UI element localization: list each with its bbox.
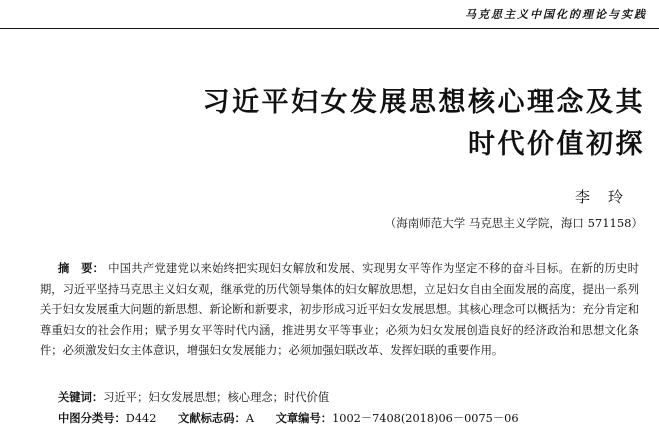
abstract-label: 摘 要： (58, 262, 105, 275)
abstract-text: 中国共产党建党以来始终把实现妇女解放和发展、实现男女平等作为坚定不移的奋斗目标。在新的历史时期，习近平坚持马克思主义妇女观，继承党的历代领导集体的妇女解放思想，立足妇女自由全面发展的高度，提出一系列关于妇女发展重大问题的新思想、新论断和新要求，初步形成习近平妇女发展思想。其核心理念可以概括为：充分肯定和尊重妇女的社会作用；赋予男女平等时代内涵，推进男女平等事业；必须为妇女发展创造良好的经济政治和思想文化条件；必须激发妇女主体意识，增强妇女发展能力；必须加强妇联改革、发挥妇联的重要作用。 (40, 262, 639, 357)
article-number-value: 1002－7408(2018)06－0075－06 (332, 412, 519, 425)
keywords-text: 习近平；妇女发展思想；核心理念；时代价值 (103, 391, 330, 404)
header-rule (0, 28, 659, 29)
clc-number (58, 412, 156, 425)
title-line-2: 时代价值初探 (468, 129, 645, 160)
author-affiliation: （海南师范大学 马克思主义学院，海口 571158） (384, 216, 643, 230)
clc-value: D442 (125, 412, 157, 425)
document-code-label: 文献标志码： (178, 412, 246, 425)
document-code-value: A (245, 412, 254, 425)
classification-line (58, 410, 537, 426)
article-title (203, 82, 646, 166)
author-name: 李玲 (574, 188, 641, 206)
document-code (178, 412, 254, 425)
keywords (58, 389, 329, 405)
title-line-1: 习近平妇女发展思想核心理念及其 (202, 87, 645, 118)
running-head: 马克思主义中国化的理论与实践 (465, 8, 647, 21)
clc-label: 中图分类号： (58, 412, 126, 425)
keywords-label: 关键词： (58, 391, 104, 404)
abstract (40, 259, 639, 362)
article-number-label: 文章编号： (275, 412, 333, 425)
article-number (276, 412, 519, 425)
